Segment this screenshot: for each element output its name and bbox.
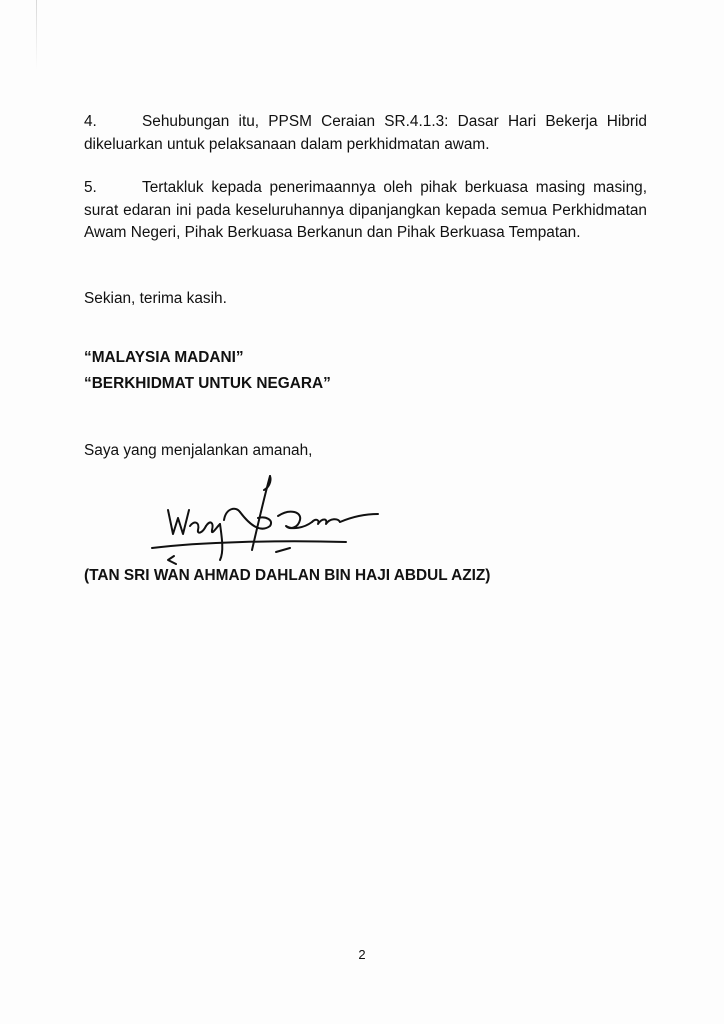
paragraph-5 <box>84 177 647 245</box>
paragraph-text: Sehubungan itu, PPSM Ceraian SR.4.1.3: Dasar Hari Bekerja Hibrid dikeluarkan untuk pelaksanaan dalam perkhidmatan awam. <box>84 113 647 153</box>
motto-malaysia-madani: “MALAYSIA MADANI” <box>84 349 244 366</box>
handwritten-signature-icon <box>140 468 390 568</box>
closing-line: Sekian, terima kasih. <box>84 290 227 307</box>
paragraph-number: 4. <box>84 113 97 130</box>
paragraph-number: 5. <box>84 179 97 196</box>
sign-off-line: Saya yang menjalankan amanah, <box>84 442 313 459</box>
paragraph-text: Tertakluk kepada penerimaannya oleh pihak berkuasa masing masing, surat edaran ini pada keseluruhannya dipanjangkan kepada semua Perkhidmatan Awam Negeri, Pihak Berkuasa Berkanun dan Pihak Berkuasa Tempatan. <box>84 179 647 241</box>
signer-name: (TAN SRI WAN AHMAD DAHLAN BIN HAJI ABDUL AZIZ) <box>84 567 491 584</box>
paper-crease <box>36 0 37 70</box>
page-number: 2 <box>358 947 366 962</box>
paragraph-4 <box>84 111 647 156</box>
motto-berkhidmat: “BERKHIDMAT UNTUK NEGARA” <box>84 375 331 392</box>
